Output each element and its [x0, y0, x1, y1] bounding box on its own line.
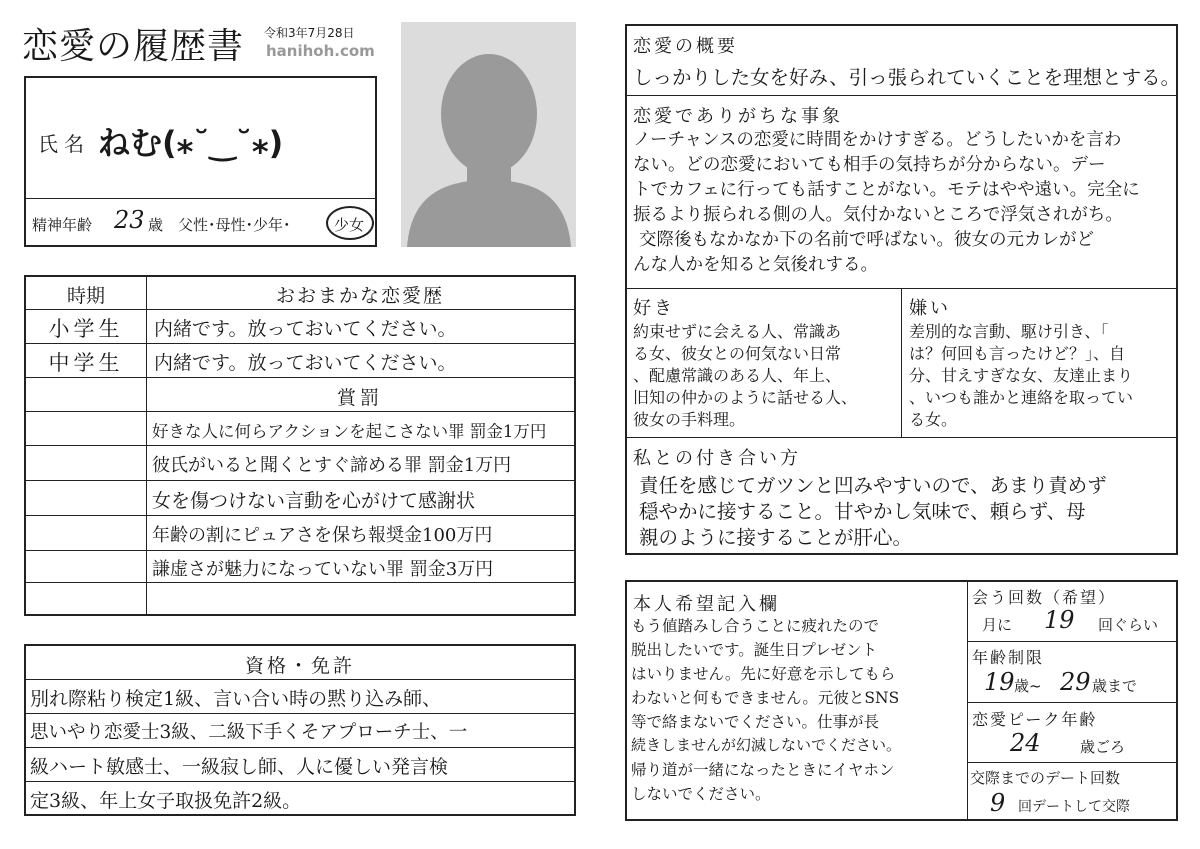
site-url: hanihoh.com	[266, 42, 375, 60]
wish-line: 続きしませんが幻滅しないでください。	[631, 736, 902, 754]
tendency-line: 交際後もなかなか下の名前で呼ばない。彼女の元カレがど	[639, 230, 1094, 250]
agelimit-label: 年齢制限	[972, 648, 1045, 667]
dislikes-line: 分、甘えすぎな女、友達止まり	[909, 366, 1134, 385]
agelimit-from: 19	[984, 668, 1015, 696]
peak-age-cell	[968, 703, 1176, 763]
name-label: 氏名	[38, 132, 90, 156]
licenses-table	[24, 644, 576, 816]
peak-value: 24	[1010, 729, 1041, 757]
meet-prefix: 月に	[982, 616, 1013, 634]
tendency-line: トでカフェに行っても話すことがない。モテはやや遠い。完全に	[633, 180, 1140, 200]
tendency-line: 振るより振られる側の人。気付かないところで浮気されがち。	[633, 205, 1123, 225]
wishes-panel	[625, 580, 1178, 821]
table-row	[26, 446, 574, 481]
profile-divider	[26, 198, 375, 199]
avatar	[401, 22, 576, 247]
love-profile-panel	[625, 24, 1181, 555]
table-row	[26, 344, 574, 378]
approach-line: 親のように接することが肝心。	[639, 526, 913, 549]
likes-line: 旧知の仲かのように話せる人、	[633, 388, 858, 407]
age-value: 23	[114, 206, 145, 234]
license-line	[26, 680, 574, 714]
wish-line: はいりません。先に好意を示してもら	[631, 665, 896, 683]
dislikes-line: 差別的な言動、駆け引き、「	[909, 322, 1109, 341]
licenses-header-row	[26, 646, 574, 680]
reward-cell: 女を傷つけない言動を心がけて感謝状	[152, 490, 476, 512]
likes-line: 、配慮常識のある人、年上、	[633, 366, 842, 385]
dislikes-line: は？何回も言ったけど？」、自	[909, 344, 1126, 363]
reward-cell: 謙虚さが魅力になっていない罪 罰金3万円	[152, 559, 494, 580]
tendencies-label: 恋愛でありがちな事象	[633, 106, 843, 127]
table-header	[26, 277, 574, 310]
selected-type: 少女	[334, 216, 365, 234]
license-text: 定3級、年上女子取扱免許2級。	[30, 790, 302, 812]
age-limit-cell	[968, 642, 1176, 703]
agelimit-mid: 歳~	[1014, 677, 1042, 695]
likes-dislikes-section	[627, 289, 1176, 438]
tendency-line: んな人かを知ると気後れする。	[633, 255, 878, 275]
age-label: 精神年齢	[32, 216, 93, 234]
peak-label: 恋愛ピーク年齢	[972, 710, 1098, 729]
history-cell: 内緒です。放っておいてください。	[154, 352, 457, 374]
overview-label: 恋愛の概要	[633, 36, 738, 57]
reward-cell: 好きな人に何らアクションを起こさない罪 罰金1万円	[152, 422, 547, 441]
empty-row	[26, 583, 574, 614]
table-row	[26, 481, 574, 516]
likes-divider	[901, 289, 902, 438]
wish-line: わないと何もできません。元彼とSNS	[631, 689, 900, 707]
meet-suffix: 回ぐらい	[1098, 616, 1159, 634]
approach-section	[627, 438, 1176, 553]
rewards-header-row	[26, 378, 574, 412]
history-cell: 内緒です。放っておいてください。	[154, 318, 457, 340]
history-table	[24, 275, 576, 616]
period-cell: 中学生	[48, 351, 124, 375]
table-row	[26, 412, 574, 446]
col-period-header: 時期	[66, 285, 105, 307]
approach-label: 私との付き合い方	[633, 448, 801, 469]
likes-line: る女、彼女との何気ない日常	[633, 344, 842, 363]
overview-section	[627, 26, 1181, 96]
date-text: 令和3年7月28日	[264, 26, 355, 40]
approach-line: 穏やかに接すること。甘やかし気味で、頼らず、母	[639, 500, 1086, 523]
meet-count-cell	[968, 582, 1176, 642]
license-text: 思いやり恋愛士3級、二級下手くそアプローチ士、一	[30, 722, 468, 743]
meet-label: 会う回数（希望）	[972, 588, 1117, 607]
wish-line: 帰り道が一緒になったときにイヤホン	[631, 761, 895, 779]
page-title: 恋愛の履歴書	[22, 26, 245, 67]
likes-line: 彼女の手料理。	[633, 410, 746, 429]
reward-cell: 彼氏がいると聞くとすぐ諦める罪 罰金1万円	[152, 455, 512, 476]
col-history-header: おおまかな恋愛歴	[275, 285, 444, 307]
period-cell: 小学生	[48, 317, 124, 341]
license-line	[26, 748, 574, 782]
dislikes-line: る女。	[909, 410, 958, 429]
likes-line: 約束せずに会える人、常識あ	[633, 322, 842, 341]
agelimit-suffix: 歳まで	[1092, 677, 1138, 695]
dates-suffix: 回デートして交際	[1018, 799, 1130, 815]
wish-line: しないでください。	[631, 785, 771, 803]
selection-circle	[326, 206, 374, 240]
profile-box	[24, 76, 377, 247]
license-text: 級ハート敏感士、一級寂し師、人に優しい発言検	[30, 756, 449, 778]
license-line	[26, 782, 574, 814]
table-row	[26, 516, 574, 551]
overview-text: しっかりした女を好み、引っ張られていくことを理想とする。	[633, 66, 1181, 89]
date-count-cell	[968, 763, 1176, 819]
reward-cell: 年齢の割にピュアさを保ち報奨金100万円	[152, 525, 493, 546]
dislikes-label: 嫌い	[909, 298, 951, 319]
dislikes-line: 、いつも誰かと連絡を取ってい	[909, 388, 1134, 407]
licenses-header: 資格・免許	[244, 655, 355, 677]
age-unit: 歳	[148, 216, 164, 234]
tendencies-section	[627, 96, 1176, 289]
table-row	[26, 551, 574, 583]
wish-line: 等で絡まないでください。仕事が長	[631, 713, 880, 731]
meet-value: 19	[1044, 606, 1075, 634]
likes-label: 好き	[633, 298, 675, 319]
rewards-header: 賞罰	[336, 387, 383, 409]
wish-line: 脱出したいです。誕生日プレゼント	[631, 641, 878, 659]
tendency-line: ノーチャンスの恋愛に時間をかけすぎる。どうしたいかを言わ	[633, 130, 1122, 150]
table-row	[26, 310, 574, 344]
dates-value: 9	[990, 789, 1006, 817]
wish-line: もう値踏みし合うことに疲れたので	[631, 617, 880, 635]
approach-line: 責任を感じてガツンと凹みやすいので、あまり責めず	[639, 474, 1107, 497]
license-line	[26, 714, 574, 748]
peak-suffix: 歳ごろ	[1080, 738, 1126, 756]
license-text: 別れ際粘り検定1級、言い合い時の黙り込み師、	[30, 688, 442, 710]
person-icon	[401, 22, 576, 247]
dates-label: 交際までのデート回数	[970, 769, 1121, 787]
tendency-line: ない。どの恋愛においても相手の気持ちが分からない。デー	[633, 155, 1106, 175]
wishes-label: 本人希望記入欄	[633, 594, 780, 615]
type-options: 父性･母性･少年･	[178, 216, 291, 234]
agelimit-to: 29	[1060, 668, 1091, 696]
name-value: ねむ(⁎˘‿˘⁎)	[98, 124, 284, 162]
